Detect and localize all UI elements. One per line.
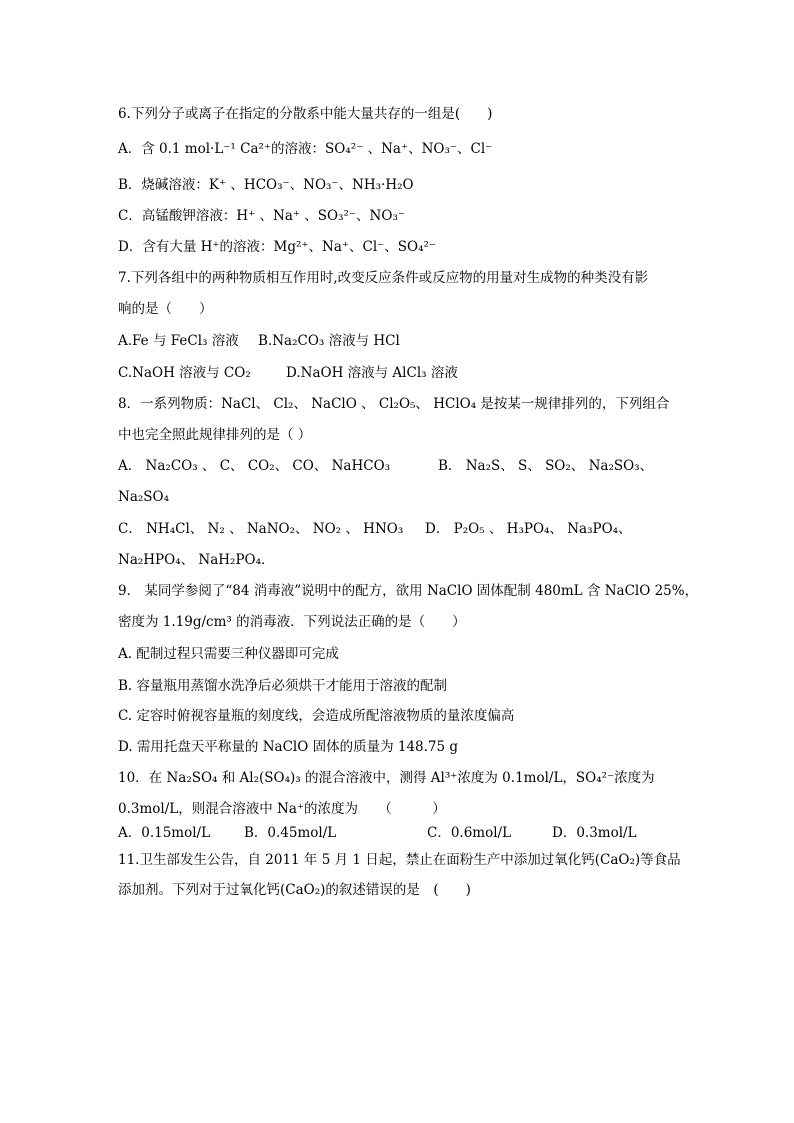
- question-10-option-a: A．0.15mol/L: [118, 825, 211, 841]
- question-7-option-b: B.Na₂CO₃ 溶液与 HCl: [258, 333, 400, 349]
- question-9-option-a: A. 配制过程只需要三种仪器即可完成: [118, 646, 339, 662]
- question-6-stem: 6.下列分子或离子在指定的分散系中能大量共存的一组是( ): [118, 106, 493, 122]
- question-6-option-b: B．烧碱溶液：K⁺ 、HCO₃⁻、NO₃⁻、NH₃·H₂O: [118, 177, 414, 193]
- question-7-option-a: A.Fe 与 FeCl₃ 溶液: [118, 333, 239, 349]
- question-10-option-b: B．0.45mol/L: [244, 825, 337, 841]
- question-10-stem-line-2: 0.3mol/L，则混合溶液中 Na⁺的浓度为 （ ）: [118, 801, 446, 817]
- question-6-option-a: A．含 0.1 mol·L⁻¹ Ca²⁺的溶液：SO₄²⁻ 、Na⁺、NO₃⁻、Cl⁻: [118, 141, 493, 157]
- question-8-option-d-continued: Na₂HPO₄、 NaH₂PO₄．: [118, 552, 275, 568]
- question-9-option-d: D. 需用托盘天平称量的 NaClO 固体的质量为 148.75 g: [118, 739, 459, 755]
- question-8-option-b-continued: Na₂SO₄: [118, 489, 170, 505]
- question-6-option-d: D．含有大量 H⁺的溶液：Mg²⁺、Na⁺、Cl⁻、SO₄²⁻: [118, 239, 437, 255]
- question-11-stem-line-2: 添加剂。下列对于过氧化钙(CaO₂)的叙述错误的是 ( ): [118, 882, 471, 898]
- question-8-stem-line-2: 中也完全照此规律排列的是（ ）: [118, 427, 312, 443]
- question-8-option-d: D． P₂O₅ 、 H₃PO₄、 Na₃PO₄、: [425, 521, 632, 537]
- question-10-option-d: D．0.3mol/L: [552, 825, 637, 841]
- question-7-stem-line-2: 响的是（ ）: [118, 301, 213, 317]
- question-7-stem-line-1: 7.下列各组中的两种物质相互作用时,改变反应条件或反应物的用量对生成物的种类没有影: [118, 270, 649, 286]
- question-9-stem-line-1: 9． 某同学参阅了“84 消毒液”说明中的配方，欲用 NaClO 固体配制 480mL 含 NaClO 25%，: [118, 583, 699, 599]
- question-8-option-b: B． Na₂S、 S、 SO₂、 Na₂SO₃、: [438, 458, 654, 474]
- question-11-stem-line-1: 11.卫生部发生公告，自 2011 年 5 月 1 日起，禁止在面粉生产中添加过氧化钙(CaO₂)等食品: [118, 852, 681, 868]
- question-8-stem-line-1: 8．一系列物质：NaCl、 Cl₂、 NaClO 、 Cl₂O₅、 HClO₄ 是按某一规律排列的，下列组合: [118, 396, 670, 412]
- question-8-option-a: A． Na₂CO₃ 、 C、 CO₂、 CO、 NaHCO₃: [118, 458, 391, 474]
- question-6-option-c: C．高锰酸钾溶液：H⁺ 、Na⁺ 、SO₃²⁻、NO₃⁻: [118, 208, 405, 224]
- question-9-stem-line-2: 密度为 1.19g/cm³ 的消毒液．下列说法正确的是（ ）: [118, 614, 466, 630]
- question-7-option-c: C.NaOH 溶液与 CO₂: [118, 365, 251, 381]
- question-10-option-c: C．0.6mol/L: [427, 825, 512, 841]
- question-10-stem-line-1: 10．在 Na₂SO₄ 和 Al₂(SO₄)₃ 的混合溶液中，测得 Al³⁺浓度为 0.1mol/L，SO₄²⁻浓度为: [118, 770, 655, 786]
- question-9-option-c: C. 定容时俯视容量瓶的刻度线，会造成所配溶液物质的量浓度偏高: [118, 708, 515, 724]
- question-8-option-c: C． NH₄Cl、 N₂ 、 NaNO₂、 NO₂ 、 HNO₃: [118, 521, 404, 537]
- question-7-option-d: D.NaOH 溶液与 AlCl₃ 溶液: [286, 365, 458, 381]
- question-9-option-b: B. 容量瓶用蒸馏水洗净后必须烘干才能用于溶液的配制: [118, 678, 448, 694]
